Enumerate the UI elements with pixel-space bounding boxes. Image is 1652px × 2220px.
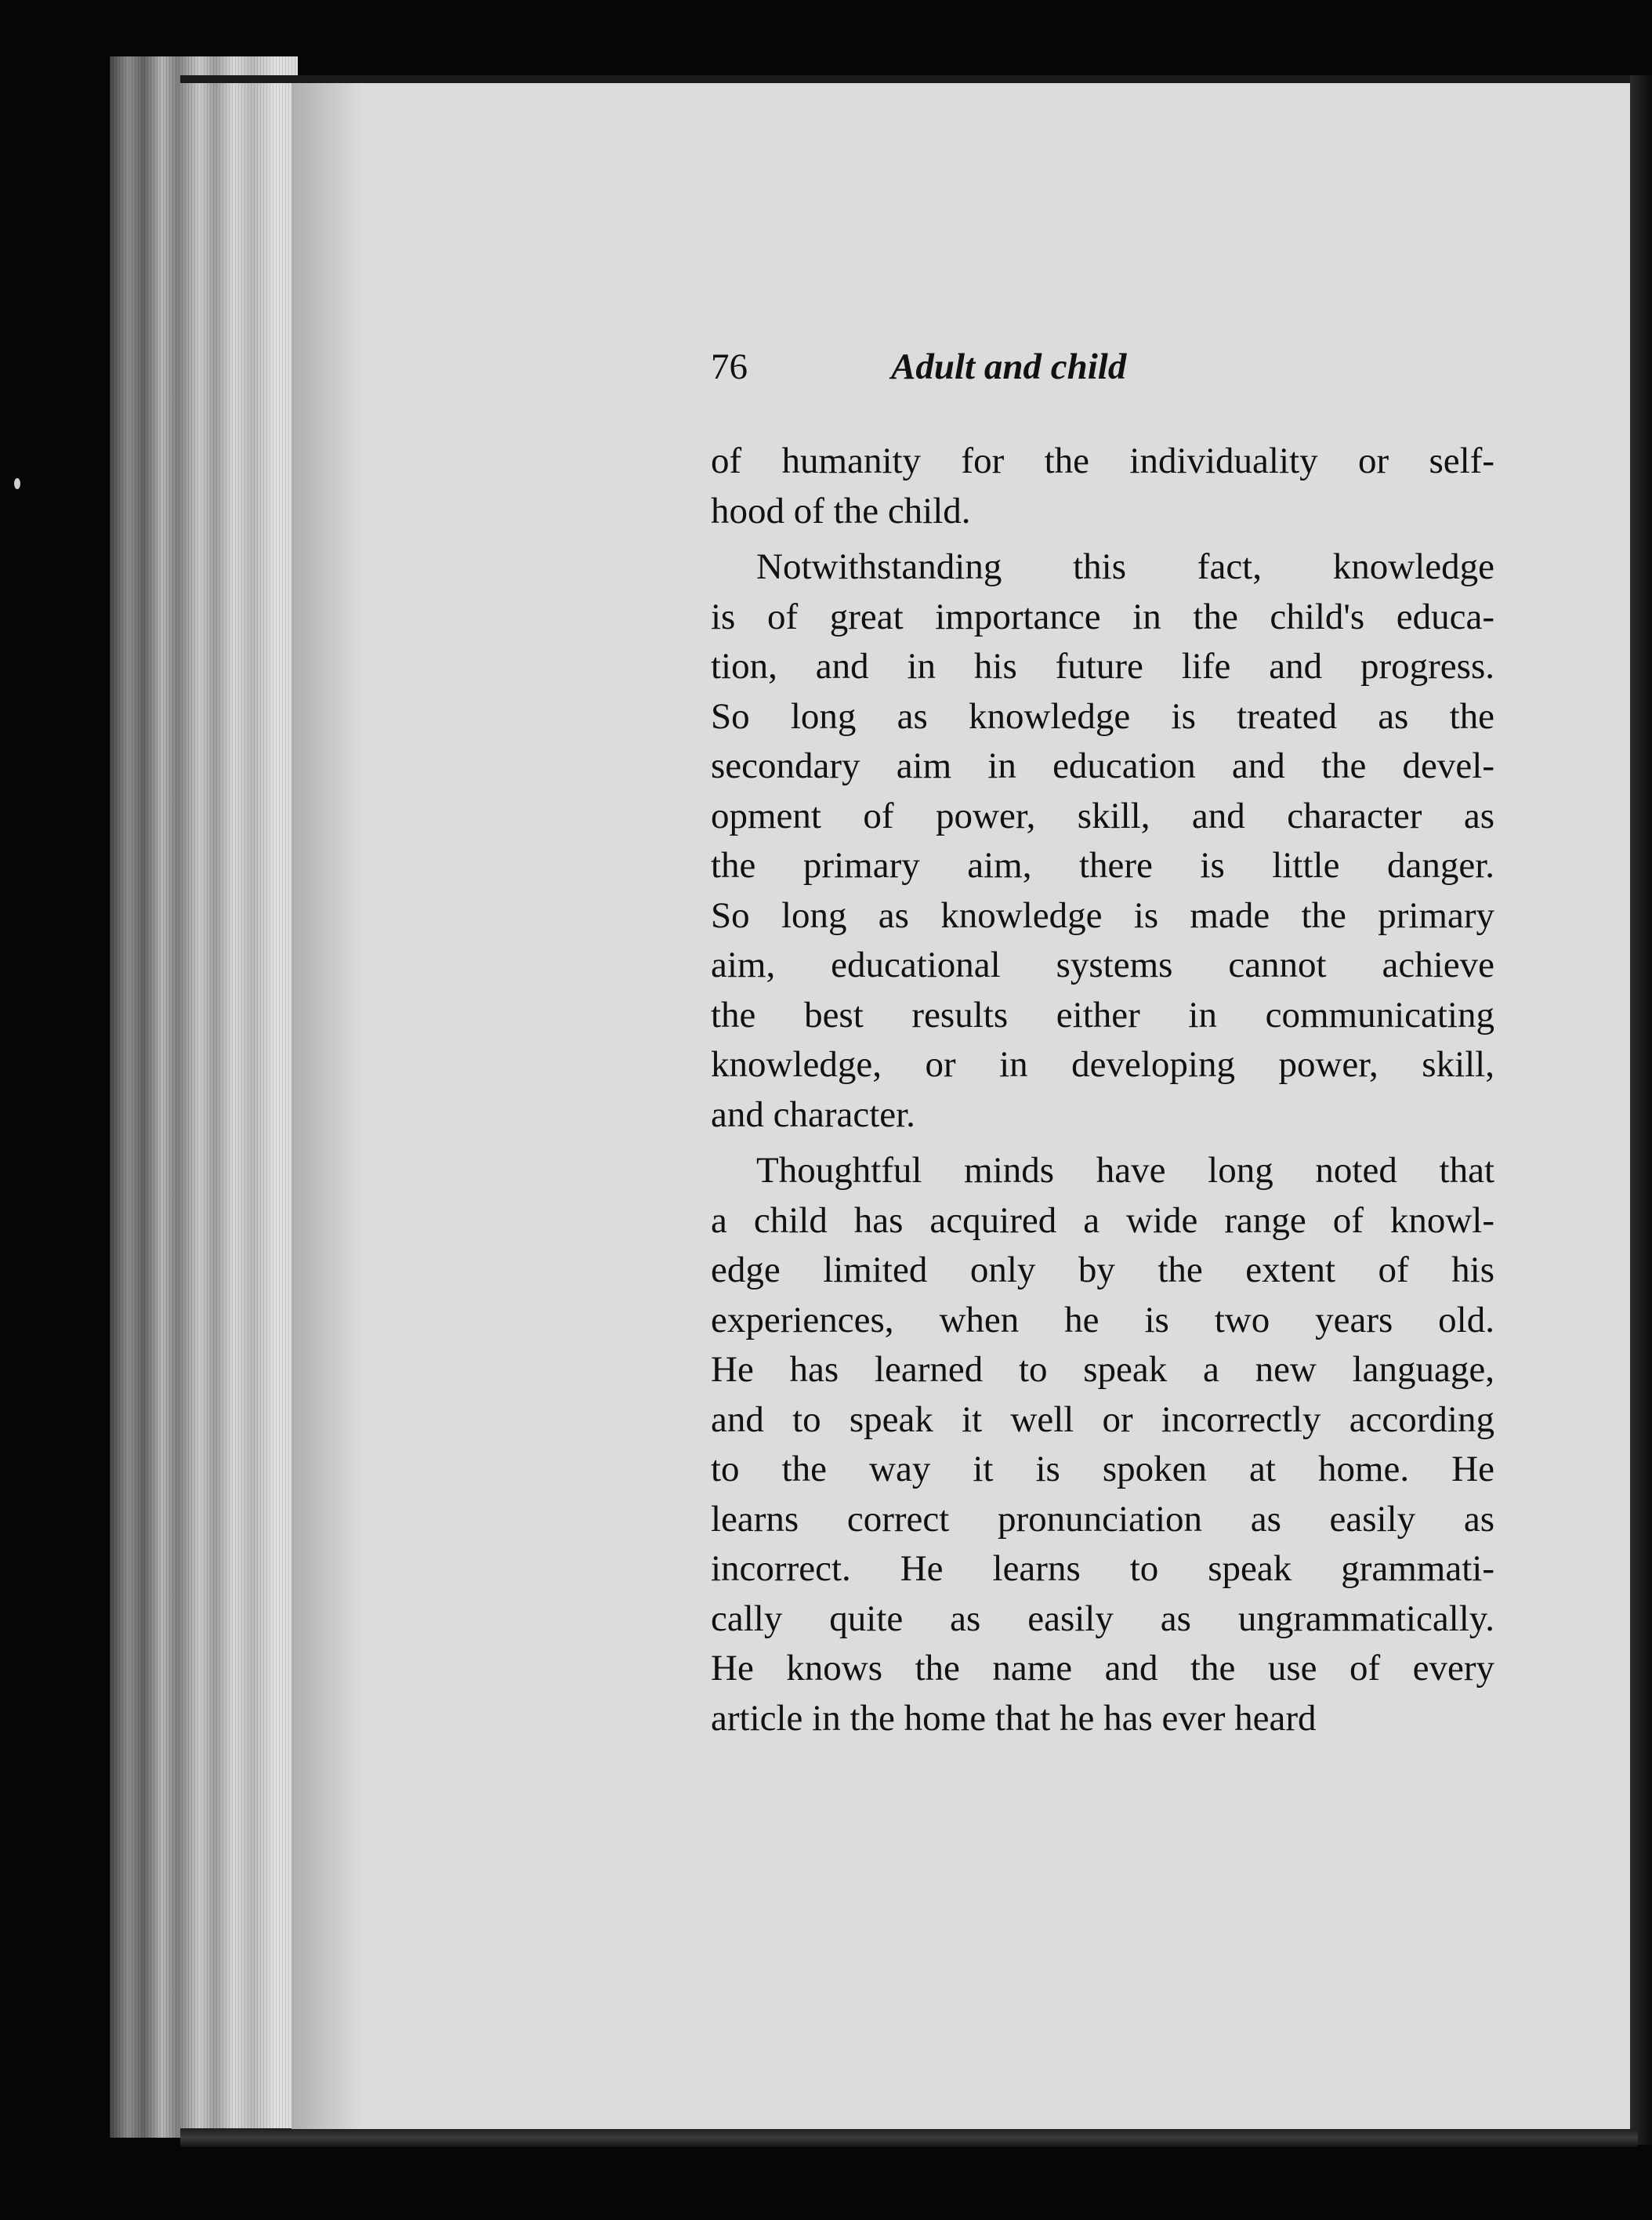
running-head <box>711 346 1494 416</box>
text-line: tion, and in his future life and progress. <box>711 646 1494 687</box>
text-line: knowledge, or in developing power, skill, <box>711 1044 1494 1085</box>
text-line: experiences, when he is two years old. <box>711 1299 1494 1340</box>
text-line: incorrect. He learns to speak grammati- <box>711 1548 1494 1589</box>
text-line: of humanity for the individuality or self- <box>711 441 1494 481</box>
running-head-title: Adult and child <box>891 346 1127 387</box>
dust-speck <box>14 478 20 489</box>
text-line: learns correct pronunciation as easily as <box>711 1498 1494 1540</box>
text-line: is of great importance in the child's educa- <box>711 596 1494 637</box>
text-line: cally quite as easily as ungrammatically. <box>711 1598 1494 1639</box>
text-line: So long as knowledge is treated as the <box>711 695 1494 737</box>
paragraph-3 <box>711 1146 1494 1743</box>
top-page-edge <box>180 75 1638 83</box>
text-line: opment of power, skill, and character as <box>711 795 1494 836</box>
paragraph-2 <box>711 542 1494 1140</box>
body-text <box>711 437 1494 1743</box>
text-line: and to speak it well or incorrectly according <box>711 1398 1494 1440</box>
text-line: the best results either in communicating <box>711 994 1494 1036</box>
page-number: 76 <box>711 346 748 387</box>
bottom-page-edge <box>180 2128 1638 2147</box>
text-line: the primary aim, there is little danger. <box>711 845 1494 886</box>
page-stack-edge <box>110 56 298 2138</box>
text-line: secondary aim in education and the devel- <box>711 745 1494 786</box>
text-line: aim, educational systems cannot achieve <box>711 945 1494 985</box>
text-line: and character. <box>711 1094 915 1135</box>
text-line: to the way it is spoken at home. He <box>711 1449 1494 1489</box>
paragraph-1 <box>711 437 1494 536</box>
text-line: edge limited only by the extent of his <box>711 1250 1494 1290</box>
text-line: So long as knowledge is made the primary <box>711 894 1494 936</box>
page-sheet <box>292 83 1630 2129</box>
text-line: article in the home that he has ever heard <box>711 1697 1317 1739</box>
right-page-edge <box>1630 75 1652 2145</box>
text-line: He knows the name and the use of every <box>711 1648 1494 1689</box>
text-line: Thoughtful minds have long noted that <box>756 1150 1494 1191</box>
text-line: He has learned to speak a new language, <box>711 1349 1494 1390</box>
text-block <box>711 346 1494 1750</box>
text-line: a child has acquired a wide range of knowl- <box>711 1199 1494 1241</box>
text-line: Notwithstanding this fact, knowledge <box>756 546 1494 587</box>
text-line: hood of the child. <box>711 490 971 531</box>
